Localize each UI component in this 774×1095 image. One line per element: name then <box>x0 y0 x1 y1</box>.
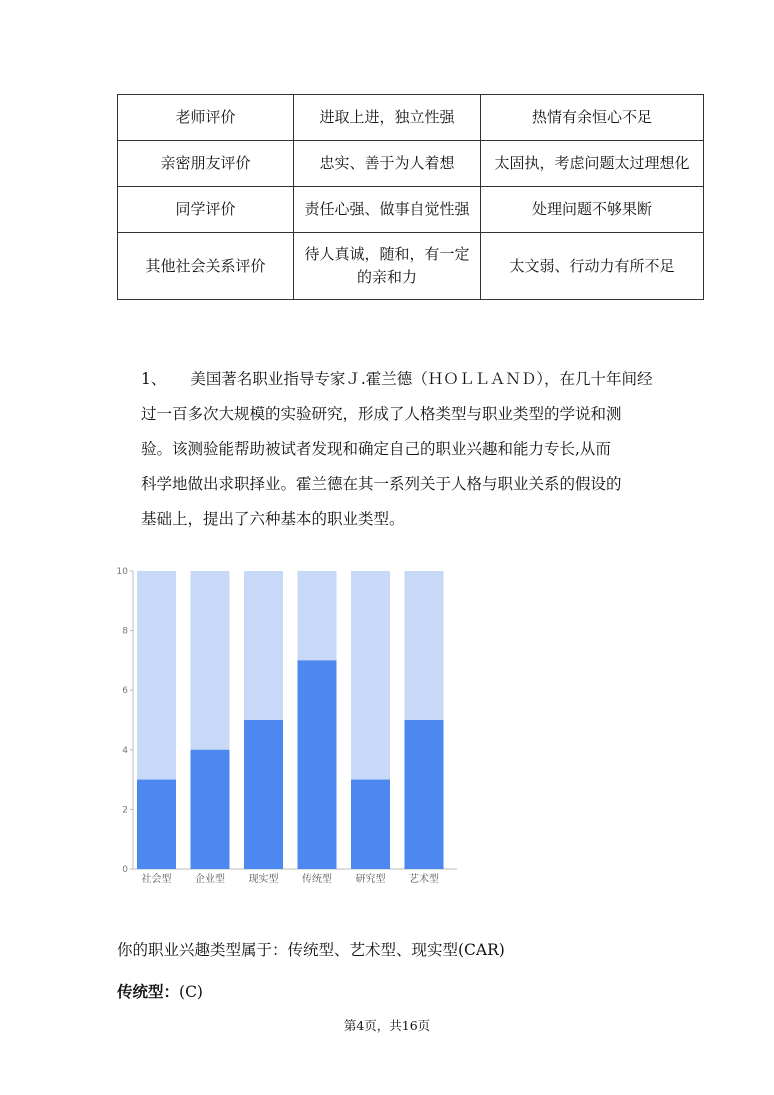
table-cell-strength: 待人真诚，随和，有一定的亲和力 <box>294 233 481 300</box>
x-tick-label: 研究型 <box>355 874 386 885</box>
table-cell-strength: 进取上进，独立性强 <box>294 95 481 141</box>
bar <box>191 750 230 869</box>
table-cell-strength: 责任心强、做事自觉性强 <box>294 187 481 233</box>
x-tick-label: 传统型 <box>302 874 332 885</box>
table-cell-source: 其他社会关系评价 <box>118 233 294 300</box>
table-cell-weakness: 太文弱、行动力有所不足 <box>481 233 704 300</box>
bar <box>405 720 444 869</box>
bar <box>351 780 390 869</box>
y-tick-label: 4 <box>122 745 128 756</box>
y-tick-label: 8 <box>122 626 128 637</box>
y-tick-label: 6 <box>122 686 128 697</box>
y-tick-label: 2 <box>122 805 128 816</box>
paragraph-line: 验。该测验能帮助被试者发现和确定自己的职业兴趣和能力专长,从而 <box>141 440 611 458</box>
bar <box>137 780 176 869</box>
table-cell-weakness: 太固执，考虑问题太过理想化 <box>481 141 704 187</box>
table-cell-source: 同学评价 <box>118 187 294 233</box>
x-tick-label: 艺术型 <box>409 874 439 885</box>
table-cell-source: 亲密朋友评价 <box>118 141 294 187</box>
table-row <box>118 233 704 300</box>
holland-intro-paragraph <box>141 362 661 537</box>
result-type <box>117 980 203 1002</box>
bar <box>298 660 337 869</box>
paragraph-line-text: 美国著名职业指导专家Ｊ.霍兰德（ＨＯＬＬＡＮＤ），在几十年间经 <box>190 370 653 388</box>
y-tick-label: 10 <box>116 567 128 577</box>
table-cell-source: 老师评价 <box>118 95 294 141</box>
table-row <box>118 141 704 187</box>
paragraph-line <box>141 362 661 397</box>
table-cell-weakness: 热情有余恒心不足 <box>481 95 704 141</box>
paragraph-line: 过一百多次大规模的实验研究，形成了人格类型与职业类型的学说和测 <box>141 405 622 423</box>
chart-canvas <box>112 560 457 890</box>
bar <box>244 720 283 869</box>
table-cell-strength: 忠实、善于为人着想 <box>294 141 481 187</box>
x-tick-label: 企业型 <box>195 874 225 885</box>
paragraph-line: 科学地做出求职择业。霍兰德在其一系列关于人格与职业关系的假设的 <box>141 475 622 493</box>
interest-bar-chart <box>112 560 457 890</box>
x-tick-label: 社会型 <box>141 874 172 885</box>
result-type-label: 传统型： <box>117 982 180 1001</box>
evaluation-table <box>117 94 704 300</box>
result-type-code: (C) <box>179 983 203 1001</box>
table-cell-weakness: 处理问题不够果断 <box>481 187 704 233</box>
table-row <box>118 95 704 141</box>
table-row <box>118 187 704 233</box>
paragraph-line: 基础上，提出了六种基本的职业类型。 <box>141 510 405 528</box>
y-tick-label: 0 <box>122 865 128 875</box>
x-tick-label: 现实型 <box>248 874 279 885</box>
paragraph-number: 1、 <box>141 370 167 388</box>
result-line: 你的职业兴趣类型属于：传统型、艺术型、现实型(CAR) <box>117 941 505 959</box>
page-footer: 第4页，共16页 <box>343 1018 431 1033</box>
